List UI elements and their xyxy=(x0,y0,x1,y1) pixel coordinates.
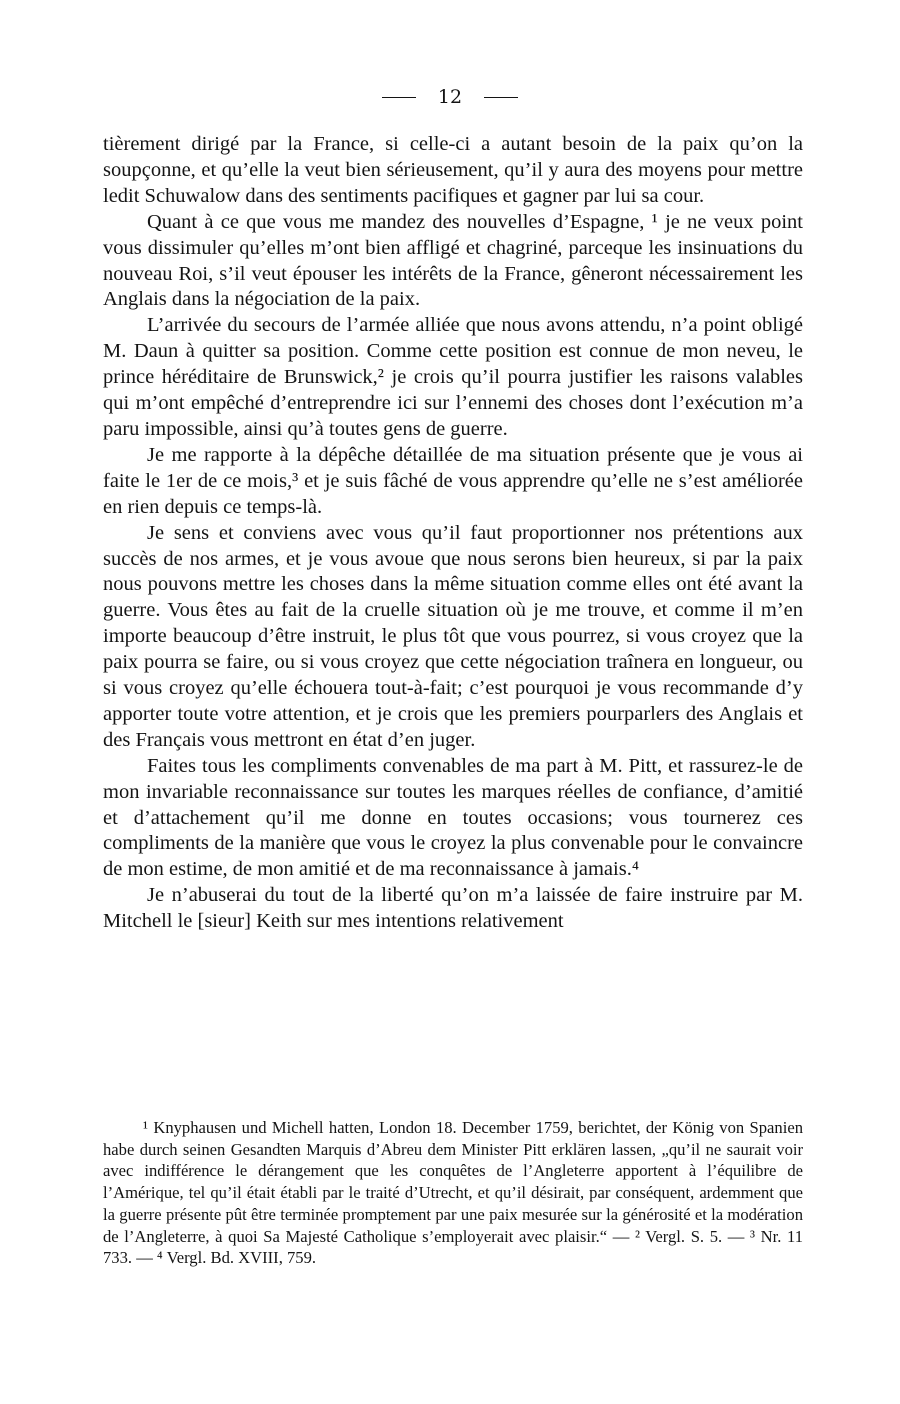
header-rule-left xyxy=(382,97,416,98)
paragraph: tièrement dirigé par la France, si celle-ci a autant besoin de la paix qu’on la soupçonne, et qu’elle la veut bien sérieusement, qu’il y aura des moyens pour mettre ledit Schuwalow dans des sentiments pacifiques et gagner par lui sa cour. xyxy=(103,133,803,207)
paragraph: Faites tous les compliments convenables de ma part à M. Pitt, et rassurez-le de mon invariable reconnaissance sur toutes les marques réelles de confiance, d’amitié et d’attachement qu’il me donne en toutes occasions; vous tournerez ces compliments de la manière que vous le croyez la plus convenable pour le convaincre de mon estime, de mon amitié et de ma reconnaissance à jamais.⁴ xyxy=(103,754,803,881)
body-text xyxy=(103,132,803,935)
paragraph: Quant à ce que vous me mandez des nouvelles d’Espagne, ¹ je ne veux point vous dissimuler qu’elles m’ont bien affligé et chagriné, parceque les insinuations du nouveau Roi, s’il veut épouser les intérêts de la France, gêneront nécessairement les Anglais dans la négociation de la paix. xyxy=(103,210,803,311)
paragraph: Je n’abuserai du tout de la liberté qu’on m’a laissée de faire instruire par M. Mitchell le [sieur] Keith sur mes intentions relativement xyxy=(103,884,803,933)
paragraph: Je sens et conviens avec vous qu’il faut proportionner nos prétentions aux succès de nos armes, et je vous avoue que nous serons bien heureux, si par la paix nous pouvons mettre les choses dans la même situation comme elles ont été avant la guerre. Vous êtes au fait de la cruelle situation où je me trouve, et comme il m’en importe beaucoup d’être instruit, le plus tôt que vous pourrez, si vous croyez que la paix pourra se faire, ou si vous croyez que cette négociation traînera en longueur, ou si vous croyez qu’elle échouera tout-à-fait; c’est pourquoi je vous recommande d’y apporter toute votre attention, et je crois que les premiers pourparlers des Anglais et des Français vous mettront en état d’en juger. xyxy=(103,521,803,751)
footnote-text: ¹ Knyphausen und Michell hatten, London 18. December 1759, berichtet, der König von Spanien habe durch seinen Gesandten Marquis d’Abreu dem Minister Pitt erklären lassen, „qu’il ne saurait voir avec indifférence le dérangement que les conquêtes de l’Angleterre apportent à l’équilibre de l’Amérique, tel qu’il était établi par le traité d’Utrecht, et qu’il désirait, par conséquent, ardemment que la guerre présente pût être terminée promptement par une paix mesurée sur la générosité et la modération de l’Angleterre, à quoi Sa Majesté Catholique s’employerait avec plaisir.“ — ² Vergl. S. 5. — ³ Nr. 11 733. — ⁴ Vergl. Bd. XVIII, 759. xyxy=(103,1118,803,1268)
paragraph: L’arrivée du secours de l’armée alliée que nous avons attendu, n’a point obligé M. Daun à quitter sa position. Comme cette position est connue de mon neveu, le prince héréditaire de Brunswick,² je crois qu’il pourra justifier les raisons valables qui m’ont empêché d’entreprendre ici sur l’ennemi des choses dont l’exécution m’a paru impossible, ainsi qu’à toutes gens de guerre. xyxy=(103,314,803,440)
paragraph: Je me rapporte à la dépêche détaillée de ma situation présente que je vous ai faite le 1er de ce mois,³ et je suis fâché de vous apprendre qu’elle ne s’est améliorée en rien depuis ce temps-là. xyxy=(103,443,803,518)
header-rule-right xyxy=(484,97,518,98)
footnotes xyxy=(103,1117,803,1269)
page-header xyxy=(0,86,900,108)
page-number: 12 xyxy=(437,86,463,108)
